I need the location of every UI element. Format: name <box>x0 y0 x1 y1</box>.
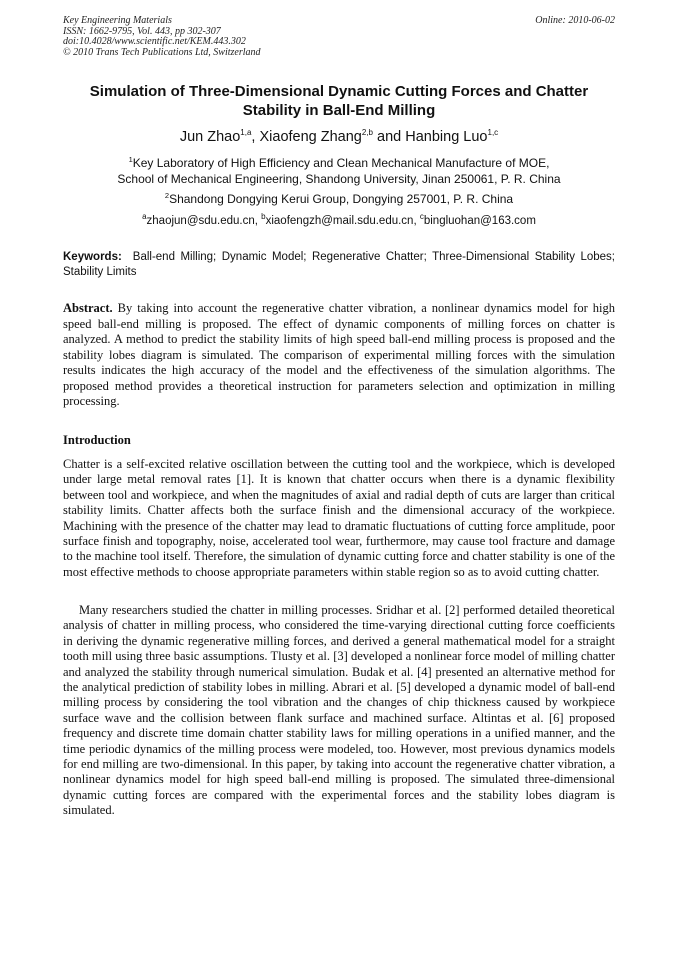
affiliation-2 <box>63 191 615 207</box>
affiliation-1 <box>63 155 615 187</box>
email-mark: b <box>261 212 266 222</box>
email-address[interactable]: xiaofengzh@mail.sdu.edu.cn <box>265 215 414 227</box>
journal-header <box>63 16 615 58</box>
abstract-label: Abstract. <box>63 301 113 315</box>
author-mark: 2,b <box>361 128 373 138</box>
online-date: Online: 2010-06-02 <box>535 15 615 26</box>
abstract <box>63 301 615 410</box>
author-separator: and <box>373 129 406 145</box>
affiliation-line: School of Mechanical Engineering, Shandong University, Jinan 250061, P. R. China <box>117 172 561 186</box>
affiliation-mark: 2 <box>164 191 170 200</box>
author-name: Jun Zhao <box>179 129 241 145</box>
email-mark: c <box>419 212 424 222</box>
keywords-label: Keywords: <box>63 251 122 263</box>
copyright-line: © 2010 Trans Tech Publications Ltd, Switzerland <box>63 46 261 58</box>
affiliation-line: Shandong Dongying Kerui Group, Dongying 257001, P. R. China <box>169 192 514 206</box>
keywords-text: Ball-end Milling; Dynamic Model; Regenerative Chatter; Three-Dimensional Stability Lobes; Stability Limits <box>63 251 615 278</box>
keywords <box>63 250 615 279</box>
affiliation-mark: 1 <box>128 155 133 164</box>
doi-line: doi:10.4028/www.scientific.net/KEM.443.302 <box>63 36 246 47</box>
author-mark: 1,c <box>487 128 499 138</box>
intro-paragraph-2: Many researchers studied the chatter in milling processes. Sridhar et al. [2] performed detailed theoretical analysis of chatter in milling process, who considered the time-varying directional cutting force coefficients in deriving the dynamic regenerative milling forces, and derived a general mathematical model for a straight tooth mill using three basic assumptions. Tlusty et al. [3] developed a nonlinear force model of milling chatter and analyzed the stability through numerical simulation. Budak et al. [4] presented an alternative method for the analytical prediction of stability lobes in milling. Abrari et al. [5] developed a dynamic model of ball-end milling process by considering the tool vibration and the changes of chip thickness caused by workpiece surface wave and the collision between flank surface and machined surface. Altintas et al. [6] proposed frequency and discrete time domain chatter stability laws for milling operations in a unified manner, and the time periodic dynamics of the milling process were modeled, too. However, most previous dynamics models for end milling are two-dimensional. In this paper, by taking into account the regenerative chatter vibration, a nonlinear dynamics model for high speed ball-end milling is proposed. The simulated three-dimensional dynamic cutting forces are compared with the experimental forces and the stability lobes diagram is simulated. <box>63 603 615 818</box>
author-mark: 1,a <box>240 128 252 138</box>
intro-paragraph-1: Chatter is a self-excited relative oscillation between the cutting tool and the workpiece, which is developed under large metal removal rates [1]. It is known that chatter occurs when there is a dynamic flexibility between tool and workpiece, and when the magnitudes of axial and radial depth of cuts are larger than critical stability limits. Chatter affects both the surface finish and the dimensional accuracy of the workpiece. Machining with the presence of the chatter may lead to dramatic fluctuations of cutting force amplitude, poor surface finish and topography, noise, accelerated tool wear, furthermore, may cause tool fracture and damage to the machine tool itself. Therefore, the simulation of dynamic cutting force and chatter stability is one of the most effective methods to choose appropriate parameters within stable region so as to avoid cutting chatter. <box>63 457 615 579</box>
affiliation-line: Key Laboratory of High Efficiency and Clean Mechanical Manufacture of MOE, <box>132 156 550 170</box>
section-heading-introduction: Introduction <box>63 433 131 447</box>
email-mark: a <box>142 212 147 222</box>
issn-line: ISSN: 1662-9795, Vol. 443, pp 302-307 <box>63 25 221 37</box>
email-separator: , <box>413 215 420 227</box>
author-list <box>63 128 615 146</box>
email-list <box>63 213 615 229</box>
paper-title: Simulation of Three-Dimensional Dynamic Cutting Forces and Chatter Stability in Ball-End Milling <box>89 83 589 119</box>
author-name: Hanbing Luo <box>405 129 488 145</box>
email-address[interactable]: zhaojun@sdu.edu.cn <box>146 215 255 227</box>
email-separator: , <box>254 215 262 227</box>
author-separator: , <box>251 129 260 145</box>
author-name: Xiaofeng Zhang <box>259 129 362 145</box>
email-address[interactable]: bingluohan@163.com <box>423 215 536 227</box>
journal-name: Key Engineering Materials <box>63 15 172 26</box>
abstract-text: By taking into account the regenerative chatter vibration, a nonlinear dynamics model for high speed ball-end milling is proposed. The effect of dynamic components of milling forces on chatter is analyzed. A method to predict the stability limits of high speed ball-end milling process is proposed and the stability lobes diagram is simulated. The comparison of experimental milling forces with the simulation results indicates the high accuracy of the model and the effectiveness of the simulation algorithms. The proposed method provides a theoretical instruction for parameters selection and optimization in milling processing. <box>63 301 615 408</box>
